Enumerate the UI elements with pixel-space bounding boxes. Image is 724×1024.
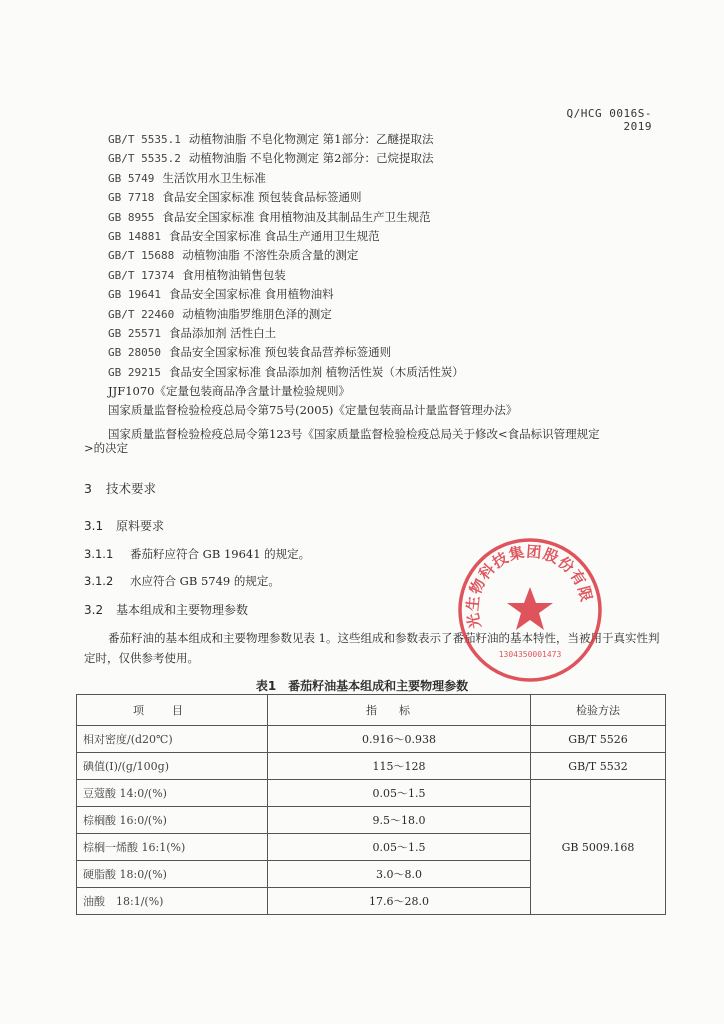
reference-title: JJF1070《定量包装商品净含量计量检验规则》: [108, 384, 350, 399]
reference-item: [108, 401, 668, 420]
row-item: 相对密度/(d20℃): [77, 726, 268, 753]
reference-title: 食品添加剂 活性白土: [168, 325, 277, 340]
merged-method-cell: GB 5009.168: [531, 780, 666, 915]
reference-code: GB 25571: [108, 326, 161, 340]
section-heading-3: [84, 479, 156, 497]
row-value: 0.05～1.5: [268, 834, 531, 861]
section-heading-3-1: [84, 517, 164, 534]
clause-text: 水应符合 GB 5749 的规定。: [130, 574, 280, 588]
row-value: 3.0～8.0: [268, 861, 531, 888]
reference-code: GB 28050: [108, 346, 161, 360]
clause-3-1-2: [84, 573, 280, 589]
row-value: 0.05～1.5: [268, 780, 531, 807]
row-value: 9.5～18.0: [268, 807, 531, 834]
body-paragraph: 番茄籽油的基本组成和主要物理参数见表 1。这些组成和参数表示了番茄籽油的基本特性，当被用于真实性判定时，仅供参考使用。: [84, 631, 660, 665]
seal-ring-text: 光生物科技集团股份有限: [463, 542, 596, 631]
reference-item: [108, 324, 668, 343]
header-value: 指标: [268, 695, 531, 726]
row-method: GB/T 5532: [531, 753, 666, 780]
reference-item: [108, 266, 668, 285]
reference-code: GB 8955: [108, 210, 155, 224]
reference-list: [108, 130, 668, 444]
reference-item: [108, 208, 668, 227]
reference-item: [108, 169, 668, 188]
row-item: 棕榈酸 16:0/(%): [77, 807, 268, 834]
reference-code: GB/T 15688: [108, 249, 175, 263]
reference-code: GB/T 5535.1: [108, 133, 181, 146]
reference-code: GB/T 22460: [108, 307, 175, 321]
table-caption: 表1 番茄籽油基本组成和主要物理参数: [255, 679, 469, 693]
composition-table: [76, 694, 666, 915]
clause-number: 3.1.1: [84, 547, 114, 561]
row-item: 油酸 18:1/(%): [77, 888, 268, 915]
header-method: 检验方法: [531, 695, 666, 726]
row-item: 棕榈一烯酸 16:1(%): [77, 834, 268, 861]
reference-title: 食品安全国家标准 预包装食品营养标签通则: [168, 345, 392, 360]
reference-code: GB 29215: [108, 365, 161, 379]
section-number: 3.2: [84, 603, 104, 617]
table-header-row: [77, 695, 666, 726]
reference-title: 动植物油脂 不皂化物测定 第2部分：己烷提取法: [188, 151, 434, 166]
row-value: 115～128: [268, 753, 531, 780]
reference-title: 食品安全国家标准 预包装食品标签通则: [162, 190, 362, 205]
reference-title: 食品安全国家标准 食品添加剂 植物活性炭（木质活性炭）: [168, 364, 464, 379]
reference-title: 动植物油脂 不溶性杂质含量的测定: [182, 248, 359, 263]
reference-title: 生活饮用水卫生标准: [162, 170, 266, 185]
row-method: GB/T 5526: [531, 726, 666, 753]
reference-item: [108, 343, 668, 362]
reference-title: 国家质量监督检验检疫总局令第75号(2005)《定量包装商品计量监督管理办法》: [108, 403, 518, 418]
reference-item: [108, 285, 668, 304]
reference-code: GB 14881: [108, 229, 161, 243]
row-value: 0.916～0.938: [268, 726, 531, 753]
document-number: Q/HCG 0016S-2019: [566, 107, 652, 133]
section-heading-3-2: [84, 601, 248, 618]
row-item: 豆蔻酸 14:0/(%): [77, 780, 268, 807]
section-title: 技术要求: [106, 481, 157, 496]
reference-title: 食品安全国家标准 食用植物油料: [168, 287, 334, 302]
row-value: 17.6～28.0: [268, 888, 531, 915]
section-title: 原料要求: [116, 519, 165, 533]
reference-code: GB/T 5535.2: [108, 152, 181, 166]
reference-title: 食品安全国家标准 食品生产通用卫生规范: [168, 228, 380, 243]
table-row: [77, 753, 666, 780]
reference-code: GB 5749: [108, 171, 155, 185]
clause-number: 3.1.2: [84, 574, 114, 588]
table-row: [77, 780, 666, 807]
section-title: 基本组成和主要物理参数: [116, 603, 249, 617]
seal-digits: 1304350001473: [498, 650, 562, 659]
reference-code: GB 7718: [108, 191, 155, 205]
clause-3-1-1: [84, 546, 310, 562]
reference-item: [108, 227, 668, 246]
reference-title: 国家质量监督检验检疫总局令第123号《国家质量监督检验检疫总局关于修改<食品标识管理规定: [108, 426, 600, 441]
reference-title: 食品安全国家标准 食用植物油及其制品生产卫生规范: [162, 209, 431, 224]
reference-title: 食用植物油销售包装: [182, 267, 286, 282]
reference-item: [108, 188, 668, 207]
reference-item: [108, 382, 668, 401]
reference-item: [108, 363, 668, 382]
table-row: [77, 726, 666, 753]
star-icon: [507, 587, 553, 630]
reference-item: [108, 130, 668, 149]
row-item: 硬脂酸 18:0/(%): [77, 861, 268, 888]
reference-title: 动植物油脂 不皂化物测定 第1部分：乙醚提取法: [188, 132, 434, 146]
row-item: 碘值(I)/(g/100g): [77, 753, 268, 780]
reference-code: GB 19641: [108, 288, 161, 302]
company-seal-stamp: [455, 535, 605, 685]
reference-continuation: >的决定: [84, 441, 129, 455]
reference-item: [108, 149, 668, 168]
reference-title: 动植物油脂罗维朋色泽的测定: [182, 306, 332, 321]
reference-code: GB/T 17374: [108, 268, 175, 282]
section-number: 3.1: [84, 519, 104, 533]
clause-text: 番茄籽应符合 GB 19641 的规定。: [130, 547, 311, 561]
reference-item: [108, 425, 668, 444]
header-item: 项目: [77, 695, 268, 726]
reference-item: [108, 246, 668, 265]
reference-item: [108, 305, 668, 324]
section-number: 3: [84, 481, 92, 496]
